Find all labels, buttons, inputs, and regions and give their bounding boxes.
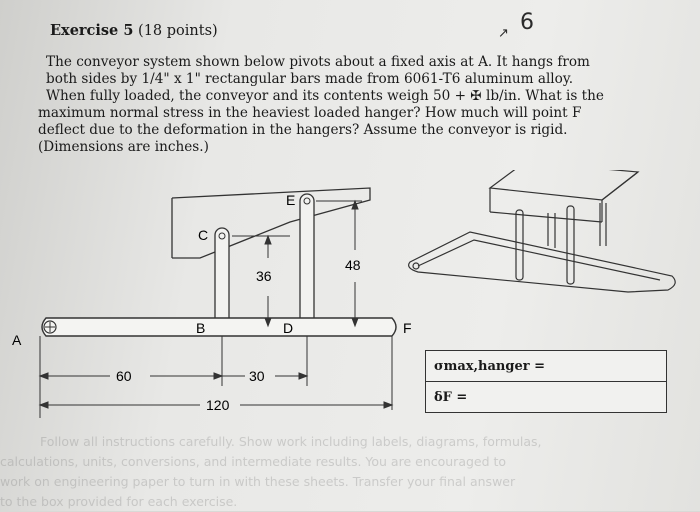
faded-line: to the box provided for each exercise. <box>0 494 238 509</box>
dim-text-120: 120 <box>206 397 230 413</box>
problem-line: The conveyor system shown below pivots about a fixed axis at A. It hangs from <box>46 54 590 70</box>
conveyor-beam <box>42 318 396 336</box>
faded-line: calculations, units, conversions, and intermediate results. You are encouraged to <box>0 454 507 469</box>
faded-instructions <box>0 432 700 512</box>
problem-statement <box>38 54 648 156</box>
dim-text-36: 36 <box>256 268 272 284</box>
upper-support <box>172 188 370 258</box>
label-e: E <box>286 192 296 208</box>
answer-delta-field[interactable] <box>426 381 666 412</box>
dim-text-48: 48 <box>345 257 361 273</box>
answer-delta-label: δF = <box>434 389 468 405</box>
answer-sigma-field[interactable] <box>426 351 666 381</box>
problem-line: deflect due to the deformation in the hangers? Assume the conveyor is rigid. <box>38 122 568 138</box>
answer-sigma-label: σmax,hanger = <box>434 358 545 374</box>
problem-line: both sides by 1/4" x 1" rectangular bars made from 6061-T6 aluminum alloy. <box>46 71 574 87</box>
handwritten-arrow: ↗ <box>498 26 509 41</box>
problem-line: When fully loaded, the conveyor and its contents weigh 50 + ✠ lb/in. What is the <box>46 88 604 104</box>
faded-line: work on engineering paper to turn in with these sheets. Transfer your final answer <box>0 474 516 489</box>
exercise-title <box>50 22 218 39</box>
label-f: F <box>403 320 412 336</box>
label-b: B <box>196 320 206 336</box>
isometric-conveyor-sketch <box>409 170 676 292</box>
faded-line: Follow all instructions carefully. Show work including labels, diagrams, formulas, <box>40 434 542 449</box>
label-c: C <box>198 227 209 243</box>
problem-line: maximum normal stress in the heaviest loaded hanger? How much will point F <box>38 105 582 121</box>
hanger-cb <box>215 228 229 330</box>
handwritten-score: 6 <box>520 10 534 35</box>
label-d: D <box>283 320 294 336</box>
label-a: A <box>12 332 22 348</box>
dim-text-30: 30 <box>249 368 265 384</box>
exercise-number: Exercise 5 <box>50 22 134 39</box>
dim-text-60: 60 <box>116 368 132 384</box>
problem-line: (Dimensions are inches.) <box>38 139 209 155</box>
exercise-points: (18 points) <box>138 23 218 39</box>
answer-box <box>425 350 667 413</box>
hanger-ed <box>300 194 314 334</box>
